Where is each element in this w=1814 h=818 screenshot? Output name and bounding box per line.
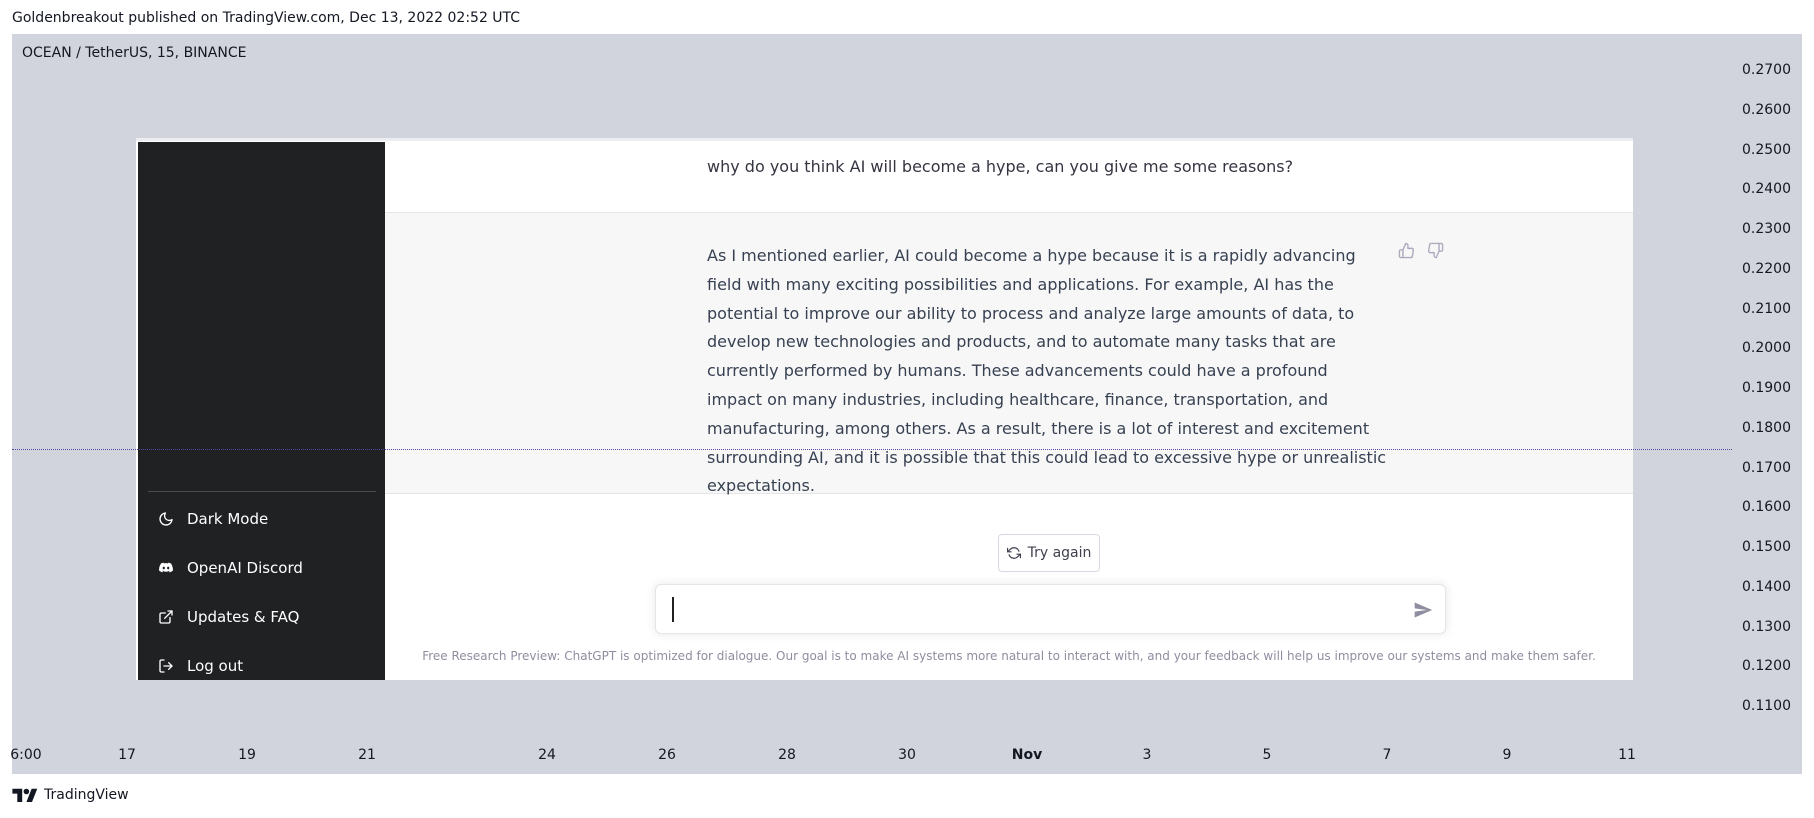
logout-icon	[158, 658, 174, 674]
embed-top-border	[136, 138, 1633, 141]
sidebar-item-updates-faq[interactable]	[158, 608, 299, 626]
price-axis-label: 0.1300	[1742, 619, 1791, 635]
price-axis-label: 0.2400	[1742, 181, 1791, 197]
sidebar-divider	[148, 491, 376, 492]
send-icon[interactable]	[1413, 600, 1433, 620]
time-axis-label: 26	[658, 747, 676, 763]
discord-icon	[158, 560, 174, 576]
price-axis-label: 0.2000	[1742, 340, 1791, 356]
external-link-icon	[158, 609, 174, 625]
sidebar-item-openai-discord[interactable]	[158, 559, 303, 577]
sidebar-item-dark-mode[interactable]	[158, 510, 268, 528]
text-caret	[672, 597, 674, 622]
price-axis-label: 0.1400	[1742, 579, 1791, 595]
message-input[interactable]	[670, 597, 1374, 623]
sidebar-item-label: Log out	[187, 657, 244, 675]
thumbs-down-icon[interactable]	[1427, 242, 1444, 259]
time-axis-label: 24	[538, 747, 556, 763]
tradingview-logo-icon	[12, 788, 38, 802]
sidebar-item-log-out[interactable]	[158, 657, 243, 675]
chatgpt-sidebar	[138, 142, 385, 680]
refresh-icon	[1007, 546, 1021, 560]
price-axis-label: 0.2300	[1742, 221, 1791, 237]
time-axis-label: 11	[1618, 747, 1636, 763]
time-axis-label: 3	[1142, 747, 1152, 763]
time-axis-label: 21	[358, 747, 376, 763]
sidebar-item-label: Updates & FAQ	[187, 608, 300, 626]
thumbs-up-icon[interactable]	[1398, 242, 1415, 259]
symbol-legend[interactable]: OCEAN / TetherUS, 15, BINANCE	[22, 45, 247, 61]
assistant-message-text: As I mentioned earlier, AI could become a hype because it is a rapidly advancing field with many exciting possibilities and applications. For example, AI has the potential to improve our ability to process and analyze large amounts of data, to develop new technologies and products, and to automate many tasks that are currently performed by humans. These advancements could have a profound impact on many industries, including healthcare, finance, transportation, and manufacturing, among others. As a result, there is a lot of interest and excitement surrounding AI, and it is possible that this could lead to excessive hype or unrealistic expectations.	[707, 246, 1387, 496]
price-axis-label: 0.1800	[1742, 420, 1791, 436]
moon-icon	[158, 511, 174, 527]
brand-name: TradingView	[44, 787, 129, 803]
time-axis-label: 9	[1502, 747, 1512, 763]
time-axis-label: 6:00	[10, 747, 42, 763]
assistant-message	[385, 213, 1633, 494]
price-axis-label: 0.2100	[1742, 301, 1791, 317]
time-axis-label: 28	[778, 747, 796, 763]
price-axis-label: 0.2500	[1742, 142, 1791, 158]
try-again-label: Try again	[1027, 545, 1092, 561]
feedback-buttons	[1398, 242, 1444, 259]
embedded-chatgpt-screenshot	[136, 138, 1633, 680]
price-axis-label: 0.1600	[1742, 499, 1791, 515]
price-axis-label: 0.2200	[1742, 261, 1791, 277]
sidebar-item-label: Dark Mode	[187, 510, 269, 528]
price-axis-label: 0.2700	[1742, 62, 1791, 78]
try-again-button[interactable]	[998, 534, 1100, 572]
price-axis-label: 0.1900	[1742, 380, 1791, 396]
price-axis-label: 0.1500	[1742, 539, 1791, 555]
time-axis-label: 17	[118, 747, 136, 763]
message-input-box[interactable]	[655, 584, 1446, 634]
time-axis-label: 30	[898, 747, 916, 763]
time-axis-label: Nov	[1011, 747, 1043, 763]
price-axis-label: 0.2600	[1742, 102, 1791, 118]
price-axis-label: 0.1100	[1742, 698, 1791, 714]
time-axis-label: 7	[1382, 747, 1392, 763]
publish-info: Goldenbreakout published on TradingView.com, Dec 13, 2022 02:52 UTC	[12, 10, 521, 26]
user-message	[385, 142, 1633, 213]
chatgpt-conversation	[385, 142, 1633, 680]
user-message-text: why do you think AI will become a hype, can you give me some reasons?	[707, 157, 1294, 176]
tradingview-brand[interactable]	[12, 787, 129, 803]
price-axis-label: 0.1700	[1742, 460, 1791, 476]
crosshair-horizontal-line	[12, 449, 1732, 450]
sidebar-item-label: OpenAI Discord	[187, 559, 303, 577]
price-axis-label: 0.1200	[1742, 658, 1791, 674]
disclaimer-text: Free Research Preview: ChatGPT is optimized for dialogue. Our goal is to make AI systems more natural to interact with, and your feedback will help us improve our systems and make them safer.	[422, 649, 1596, 663]
time-axis-label: 5	[1262, 747, 1272, 763]
time-axis-label: 19	[238, 747, 256, 763]
